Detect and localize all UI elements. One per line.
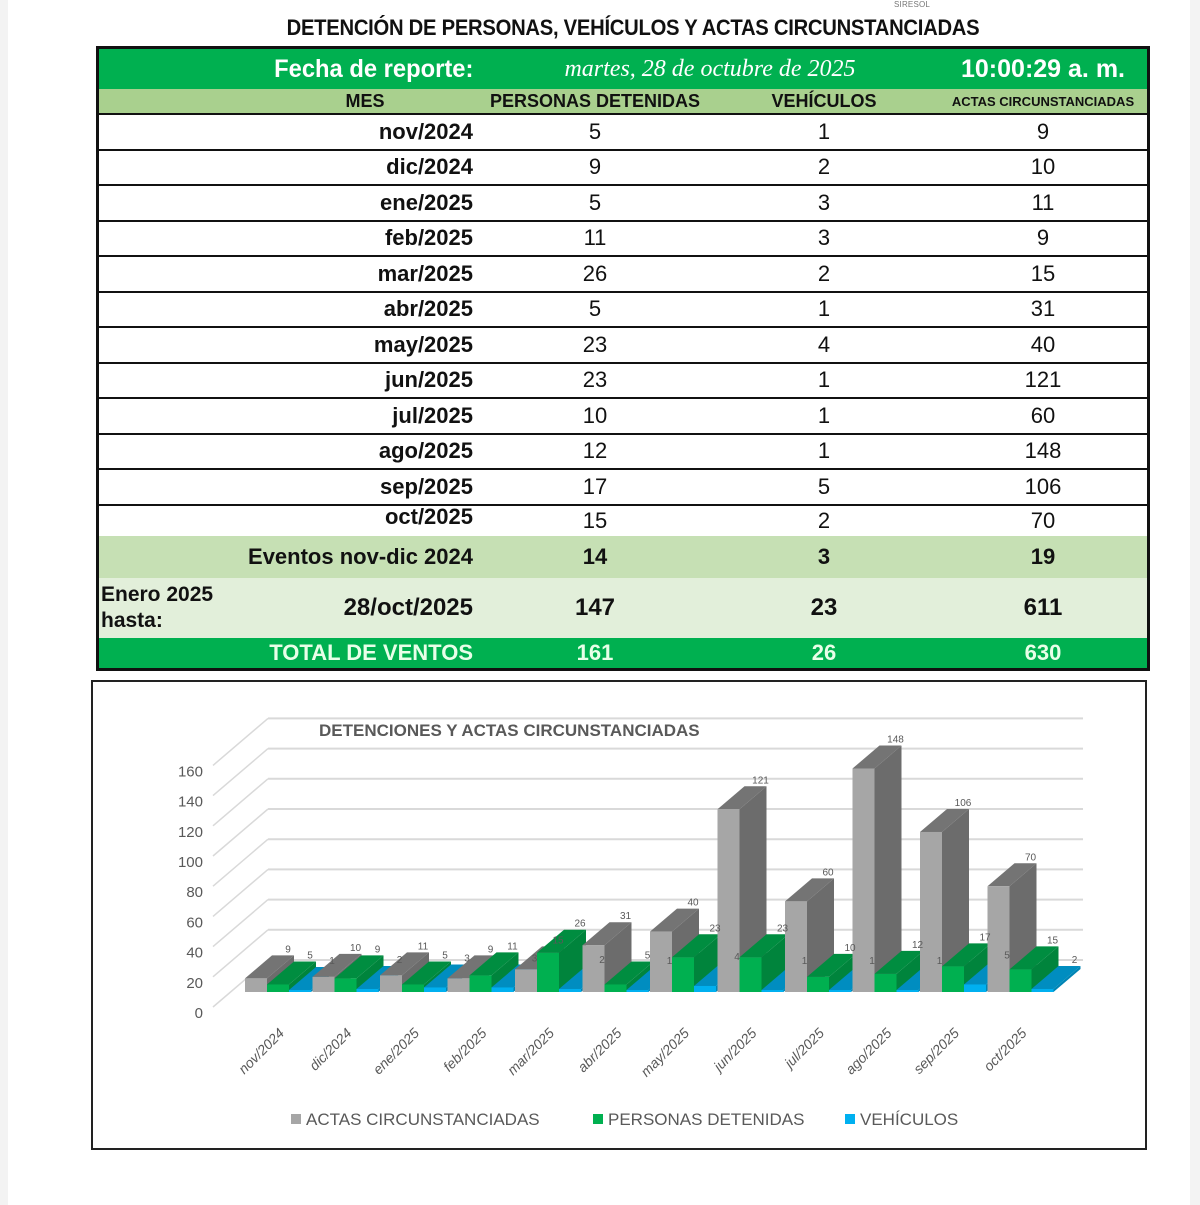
data-label: 106 [954, 797, 972, 809]
y-tick-label: 160 [177, 763, 203, 781]
y-tick-label: 100 [177, 854, 203, 871]
gridline-side [213, 718, 268, 765]
data-label: 9 [487, 944, 494, 956]
cell-mes: ago/2025 [378, 438, 473, 464]
total-actas: 630 [1024, 639, 1062, 665]
legend-label: ACTAS CIRCUNSTANCIADAS [306, 1110, 540, 1129]
x-tick-label: feb/2025 [439, 1024, 490, 1075]
gridline-side [213, 869, 268, 916]
cell-mes: jul/2025 [392, 402, 473, 428]
bar-front [583, 945, 605, 992]
y-tick-label: 20 [186, 974, 203, 992]
bar-front [988, 886, 1010, 992]
table-header-row [99, 89, 1147, 115]
cell-vehiculos: 1 [817, 438, 831, 464]
legend-label: VEHÍCULOS [860, 1110, 959, 1129]
y-tick-label: 0 [194, 1005, 203, 1022]
header-mes: MES [345, 90, 385, 111]
cell-personas: 5 [588, 189, 602, 215]
y-tick-label: 140 [177, 793, 203, 811]
x-tick-label: jul/2025 [781, 1024, 828, 1071]
legend-swatch [845, 1114, 855, 1124]
data-label: 10 [844, 942, 856, 954]
cell-personas: 10 [582, 402, 608, 428]
y-tick-label: 60 [186, 914, 203, 932]
data-label: 60 [822, 867, 834, 879]
cell-vehiculos: 1 [817, 118, 831, 144]
cell-mes: oct/2025 [384, 503, 473, 529]
total-personas: 161 [576, 639, 614, 665]
cell-mes: ene/2025 [380, 189, 473, 215]
bar-front [785, 901, 807, 992]
data-label: 40 [687, 897, 699, 909]
summary-2025-prefix-line2: hasta: [101, 608, 163, 632]
bar-front [964, 984, 986, 992]
summary-row-2025 [99, 578, 1147, 638]
cell-personas: 12 [582, 438, 608, 464]
report-date-value: martes, 28 de octubre de 2025 [564, 55, 856, 82]
data-label: 10 [349, 942, 362, 954]
data-label: 4 [734, 951, 740, 963]
bar-front [424, 987, 446, 992]
gridline-side [213, 900, 268, 947]
bar-front [718, 809, 740, 992]
table-row [99, 151, 1147, 187]
legend-swatch [593, 1114, 603, 1124]
cell-personas: 23 [582, 331, 608, 357]
cell-vehiculos: 4 [817, 331, 831, 357]
bar-actas-circunstanciadas-ago-2025 [853, 746, 902, 992]
x-tick-label: may/2025 [637, 1024, 693, 1080]
cell-actas: 9 [1036, 225, 1050, 251]
cell-mes: nov/2024 [378, 118, 473, 144]
bar-front [537, 953, 559, 992]
cell-vehiculos: 1 [817, 367, 831, 393]
bar-front [672, 957, 694, 992]
cell-actas: 31 [1030, 296, 1056, 322]
y-tick-label: 40 [186, 944, 203, 962]
cell-actas: 10 [1030, 154, 1056, 180]
cell-mes: abr/2025 [383, 296, 473, 322]
data-label: 1 [666, 956, 673, 967]
bar-front [357, 989, 379, 992]
cell-vehiculos: 3 [817, 225, 831, 251]
cell-mes: jun/2025 [384, 367, 473, 393]
bar-front [470, 975, 492, 992]
bar-front [897, 990, 919, 992]
x-tick-label: nov/2024 [235, 1024, 288, 1077]
data-label: 3 [531, 953, 538, 965]
cell-mes: dic/2024 [386, 154, 473, 180]
table-row [99, 222, 1147, 258]
bar-front [694, 986, 716, 992]
summary-2025-prefix [101, 582, 213, 634]
cell-vehiculos: 2 [817, 507, 831, 533]
bar-front [245, 978, 267, 992]
cell-personas: 5 [588, 296, 602, 322]
table-row [99, 293, 1147, 329]
bar-front [313, 977, 335, 992]
summary-vehiculos: 3 [817, 543, 831, 569]
table-row [99, 470, 1147, 506]
data-label: 70 [1024, 852, 1037, 864]
total-row [99, 638, 1147, 668]
bar-front [335, 978, 357, 992]
data-label: 5 [1004, 950, 1010, 962]
legend [291, 1110, 958, 1129]
summary-label: Eventos nov-dic 2024 [248, 543, 473, 569]
report-time-value: 10:00:29 a. m. [961, 54, 1125, 83]
data-label: 23 [709, 923, 721, 935]
cell-vehiculos: 2 [817, 260, 831, 286]
table-row [99, 257, 1147, 293]
page-title: DETENCIÓN DE PERSONAS, VEHÍCULOS Y ACTAS CIRCUNSTANCIADAS [286, 15, 980, 40]
x-tick-label: ene/2025 [369, 1024, 423, 1078]
data-label: 17 [979, 932, 991, 944]
table-row [99, 364, 1147, 400]
data-label: 31 [619, 911, 632, 923]
bar-chart [93, 682, 1145, 1148]
data-label: 26 [574, 918, 586, 930]
chart-container [91, 680, 1147, 1150]
x-tick-label: dic/2024 [305, 1024, 355, 1074]
summary-2025-vehiculos: 23 [810, 593, 838, 621]
cell-personas: 26 [582, 260, 608, 286]
y-tick-label: 120 [177, 823, 203, 841]
bar-front [920, 832, 942, 992]
cell-personas: 11 [583, 225, 607, 251]
cell-actas: 70 [1030, 507, 1056, 533]
data-label: 1 [801, 956, 808, 967]
bar-front [762, 990, 784, 992]
bar-front [1010, 969, 1032, 992]
gridline-side [213, 839, 268, 886]
data-label: 5 [442, 950, 448, 962]
cell-personas: 5 [588, 118, 602, 144]
bar-front [740, 957, 762, 992]
x-tick-label: abr/2025 [574, 1024, 625, 1076]
bar-front [605, 984, 627, 992]
summary-personas: 14 [582, 543, 608, 569]
data-label: 9 [374, 944, 381, 956]
data-label: 9 [285, 944, 291, 956]
bar-front [448, 978, 470, 992]
data-label: 1 [936, 956, 943, 967]
bar-front [829, 990, 851, 992]
cell-vehiculos: 5 [817, 473, 831, 499]
summary-2025-prefix-line1: Enero 2025 [101, 582, 214, 606]
cell-vehiculos: 2 [817, 154, 831, 180]
cell-vehiculos: 1 [817, 296, 831, 322]
cell-mes: feb/2025 [384, 225, 473, 251]
data-label: 23 [776, 923, 789, 935]
bar-front [875, 974, 897, 992]
data-label: 2 [1071, 954, 1078, 966]
bar-front [559, 989, 581, 992]
cell-vehiculos: 1 [817, 402, 831, 428]
cell-actas: 148 [1024, 438, 1062, 464]
report-date-label: Fecha de reporte: [274, 54, 474, 83]
y-tick-label: 80 [186, 884, 203, 902]
cell-actas: 40 [1030, 331, 1056, 357]
cell-actas: 11 [1031, 189, 1055, 215]
data-label: 15 [552, 935, 564, 947]
cell-mes: sep/2025 [380, 473, 473, 499]
bar-front [807, 977, 829, 992]
table-row [99, 503, 1147, 536]
table-body [99, 115, 1147, 536]
cell-actas: 9 [1036, 118, 1050, 144]
data-label: 2 [599, 954, 605, 966]
summary-2025-label: 28/oct/2025 [343, 593, 473, 621]
data-label: 1 [869, 956, 875, 967]
chart-title: DETENCIONES Y ACTAS CIRCUNSTANCIADAS [319, 721, 700, 740]
gridline-side [213, 809, 268, 856]
total-label: TOTAL DE VENTOS [269, 639, 473, 665]
table-row [99, 186, 1147, 222]
header-vehiculos: VEHÍCULOS [771, 90, 877, 111]
bar-front [942, 966, 964, 992]
header-actas: ACTAS CIRCUNSTANCIADAS [951, 93, 1135, 109]
legend-swatch [291, 1114, 301, 1124]
x-tick-label: jun/2025 [710, 1024, 760, 1075]
total-vehiculos: 26 [811, 639, 837, 665]
bar-front [492, 987, 514, 992]
summary-actas: 19 [1030, 543, 1056, 569]
data-label: 3 [464, 953, 470, 965]
cell-mes: may/2025 [373, 331, 473, 357]
bar-front [515, 969, 537, 992]
x-tick-label: mar/2025 [503, 1024, 558, 1078]
summary-2025-actas: 611 [1023, 593, 1063, 621]
data-label: 5 [644, 950, 651, 962]
report-table [96, 46, 1150, 671]
x-tick-label: ago/2025 [842, 1024, 895, 1078]
logo-text: SIRESOL [894, 0, 931, 9]
cell-personas: 17 [582, 473, 608, 499]
bar-front [380, 975, 402, 992]
data-label: 148 [887, 734, 904, 746]
cell-actas: 15 [1030, 260, 1056, 286]
bar-front [627, 990, 649, 992]
data-label: 12 [911, 939, 924, 951]
bar-front [402, 984, 424, 992]
cell-personas: 15 [582, 507, 608, 533]
data-label: 2 [396, 954, 403, 966]
data-label: 121 [752, 775, 769, 787]
cell-actas: 121 [1024, 367, 1062, 393]
summary-row-nov-dic [99, 536, 1147, 578]
report-date-row [99, 49, 1147, 89]
data-label: 5 [307, 950, 313, 962]
data-label: 15 [1046, 935, 1059, 947]
cell-personas: 23 [582, 367, 608, 393]
x-tick-label: sep/2025 [910, 1024, 963, 1077]
cell-vehiculos: 3 [817, 189, 831, 215]
cell-actas: 106 [1024, 473, 1062, 499]
x-tick-label: oct/2025 [980, 1024, 1030, 1075]
table-row [99, 435, 1147, 471]
data-label: 11 [507, 941, 518, 953]
cell-actas: 60 [1030, 402, 1056, 428]
summary-2025-personas: 147 [574, 593, 616, 621]
report-page [8, 0, 1190, 1205]
data-label: 1 [329, 956, 335, 967]
table-row [99, 399, 1147, 435]
legend-label: PERSONAS DETENIDAS [608, 1110, 805, 1129]
header-personas: PERSONAS DETENIDAS [489, 90, 701, 111]
bar-front [267, 984, 289, 992]
table-row [99, 328, 1147, 364]
bar-front [289, 990, 311, 992]
gridline-side [213, 779, 268, 826]
cell-mes: mar/2025 [377, 260, 473, 286]
data-label: 11 [417, 941, 429, 953]
cell-personas: 9 [588, 154, 602, 180]
bar-front [1032, 989, 1054, 992]
gridline-side [213, 749, 268, 796]
table-row [99, 115, 1147, 151]
